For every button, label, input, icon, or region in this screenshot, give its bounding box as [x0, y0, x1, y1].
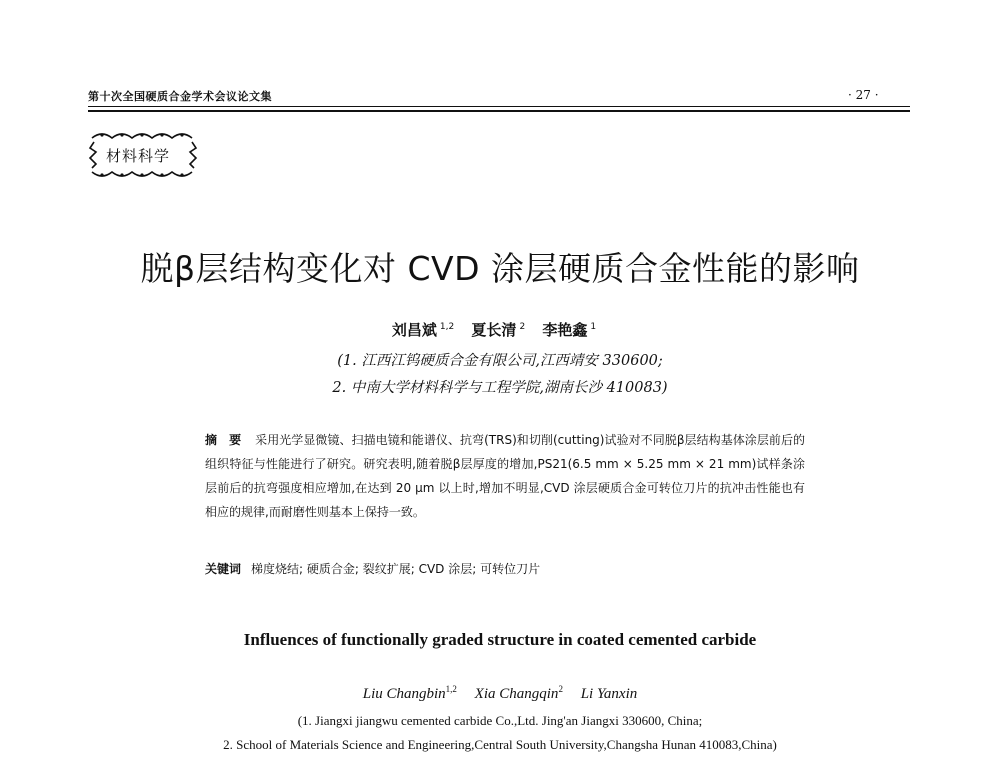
english-author-name: Xia Changqin	[474, 686, 559, 702]
header-rule-thick	[88, 110, 910, 112]
abstract	[205, 428, 805, 524]
english-affiliation-line: 2. School of Materials Science and Engineering,Central South University,Changsha Hunan 410083,China)	[223, 737, 777, 752]
english-title: Influences of functionally graded structure in coated cemented carbide	[243, 630, 757, 649]
author-name: 李艳鑫	[542, 321, 588, 339]
keywords	[205, 560, 805, 577]
author-list	[0, 319, 1000, 340]
running-header-title: 第十次全国硬质合金学术会议论文集	[88, 90, 272, 103]
english-author-affiliation-mark: 2	[558, 684, 563, 694]
abstract-text: 采用光学显微镜、扫描电镜和能谱仪、抗弯(TRS)和切削(cutting)试验对不同脱β层结构基体涂层前后的组织特征与性能进行了研究。研究表明,随着脱β层厚度的增加,PS21(6.5 mm × 5.25 mm × 21 mm)试样条涂层前后的抗弯强度相应增加,在达到 20 μm 以上时,增加不明显,CVD 涂层硬质合金可转位刀片的抗冲击性能也有相应的规律,而耐磨性则基本上保持一致。	[205, 433, 805, 519]
affiliation-line: 2. 中南大学材料科学与工程学院,湖南长沙 410083)	[332, 380, 668, 396]
english-author-name: Li Yanxin	[580, 686, 638, 702]
paper-title: 脱β层结构变化对 CVD 涂层硬质合金性能的影响	[140, 249, 860, 288]
english-author-list	[0, 684, 1000, 703]
english-author-affiliation-mark: 1,2	[445, 684, 457, 694]
keywords-text: 梯度烧结; 硬质合金; 裂纹扩展; CVD 涂层; 可转位刀片	[251, 562, 541, 576]
author-name: 刘昌斌	[391, 321, 437, 339]
section-badge-label: 材料科学	[106, 147, 171, 165]
affiliation-line: (1. 江西江钨硬质合金有限公司,江西靖安 330600;	[337, 353, 663, 369]
english-affiliation-line: (1. Jiangxi jiangwu cemented carbide Co.,Ltd. Jing'an Jiangxi 330600, China;	[297, 713, 703, 728]
author-affiliation-mark: 1,2	[439, 322, 455, 332]
english-author-name: Liu Changbin	[362, 686, 446, 702]
keywords-label: 关键词	[205, 562, 242, 576]
section-badge	[88, 128, 200, 180]
author-affiliation-mark: 2	[519, 322, 526, 332]
author-name: 夏长清	[471, 321, 517, 339]
author-affiliation-mark: 1	[590, 322, 597, 332]
header-rule-thin	[88, 106, 910, 107]
abstract-label: 摘 要	[205, 433, 242, 447]
page-number: · 27 ·	[848, 88, 879, 102]
